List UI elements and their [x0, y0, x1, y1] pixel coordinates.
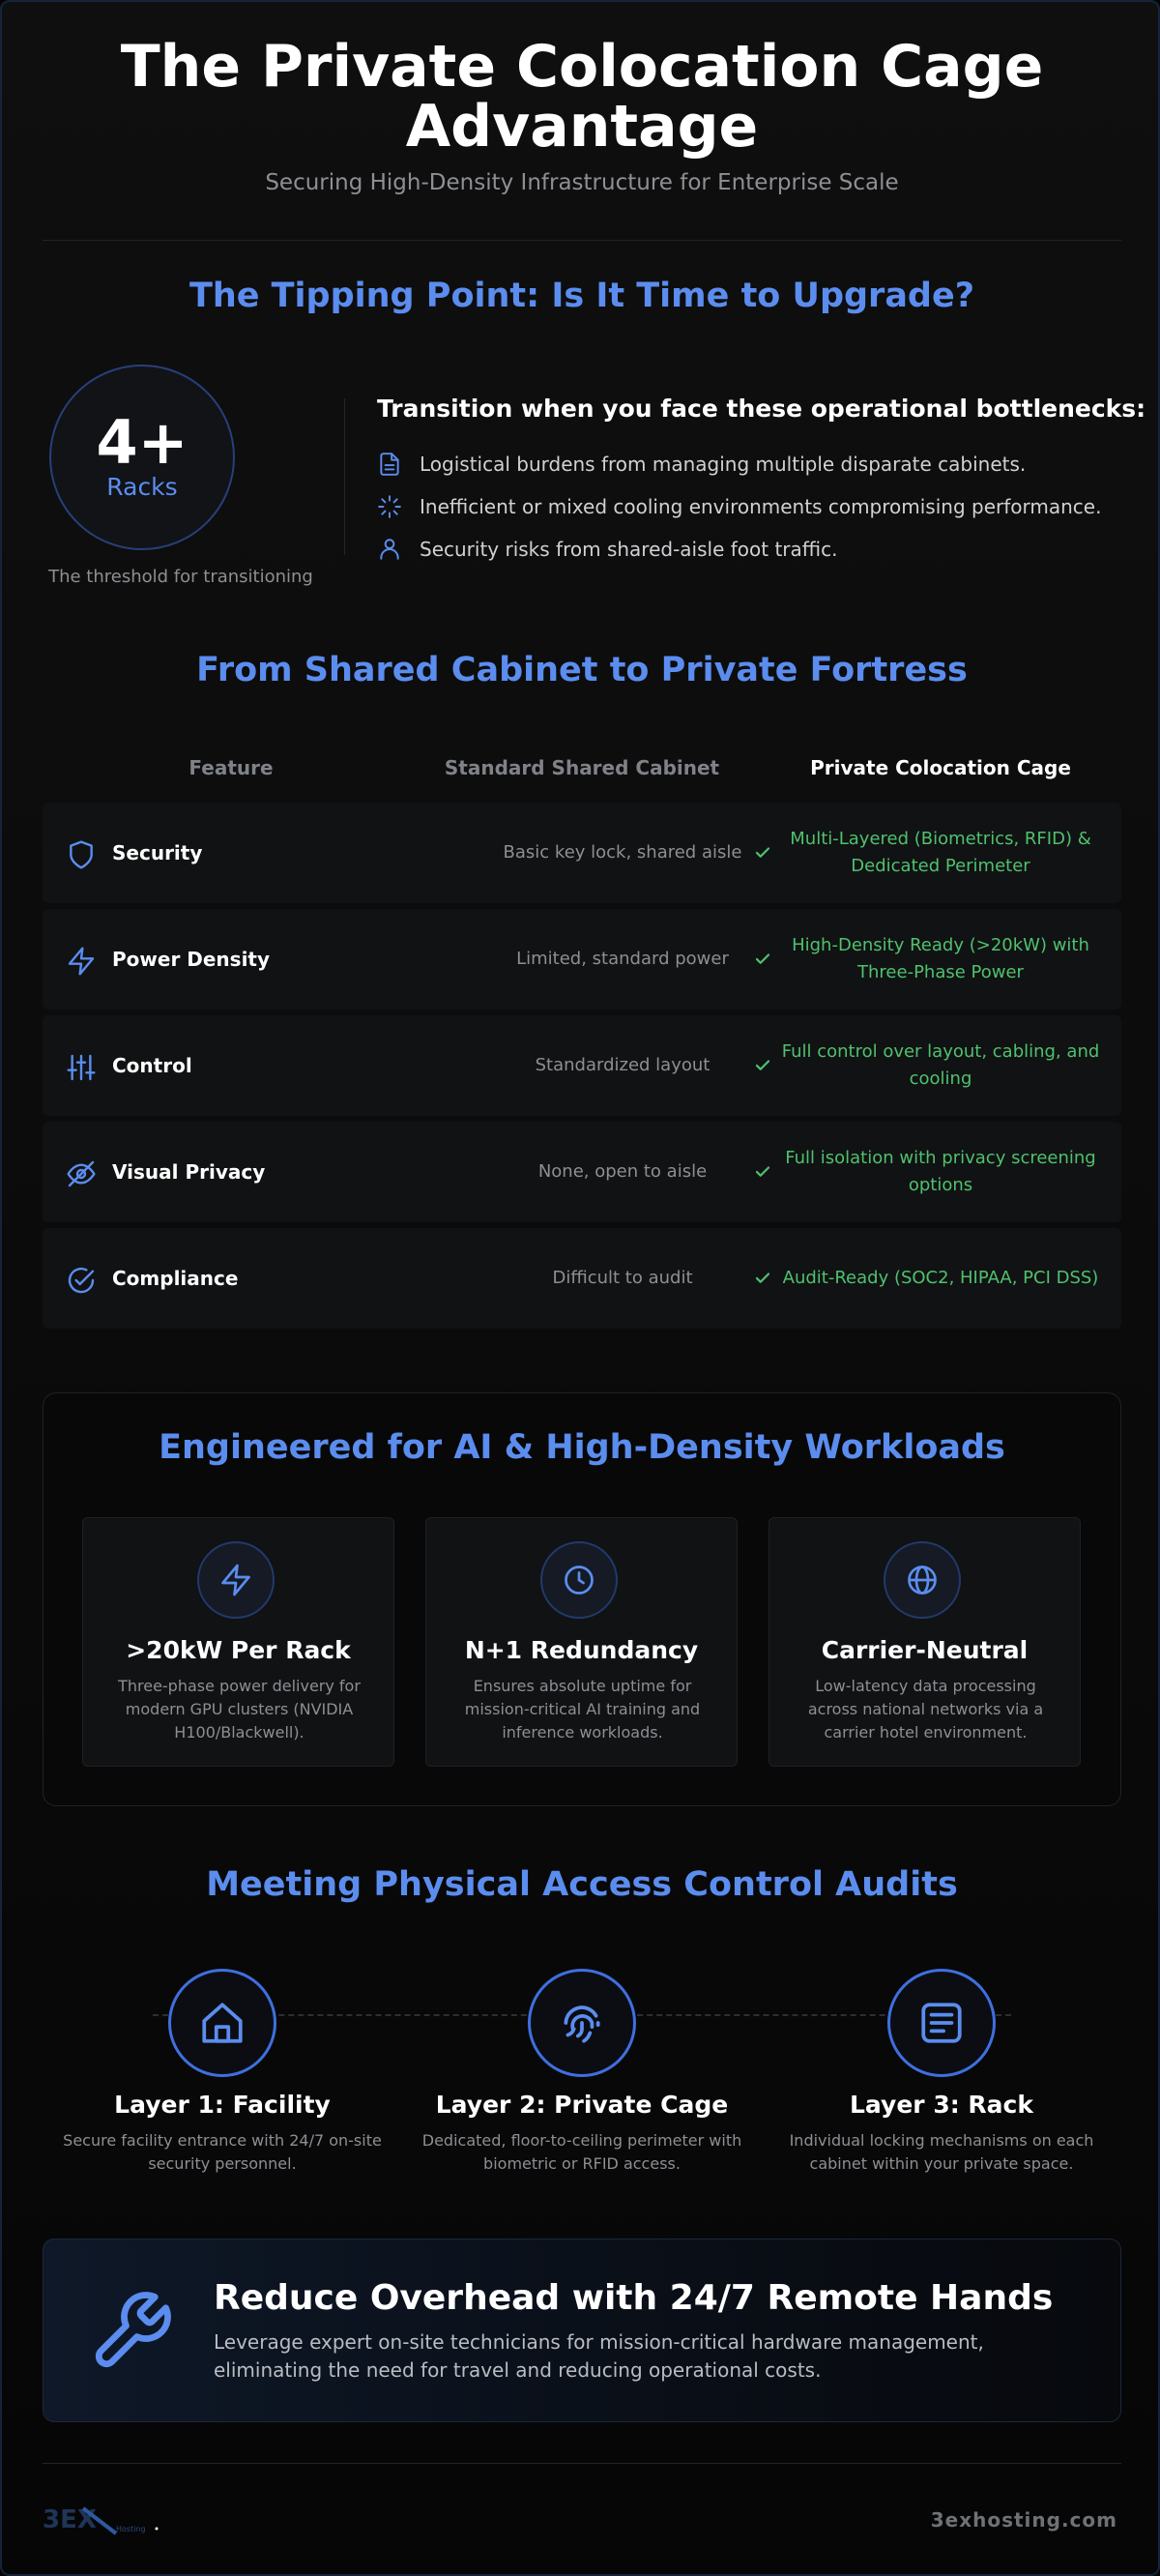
- column-header-feature: Feature: [188, 756, 274, 779]
- card-text: Three-phase power delivery for modern GPU clusters (NVIDIA H100/Blackwell).: [118, 1677, 361, 1742]
- card-title: >20kW Per Rack: [126, 1636, 351, 1664]
- feature-card: [425, 1517, 738, 1767]
- table-row: [43, 1015, 1121, 1116]
- layer-text: Individual locking mechanisms on each cabinet within your private space.: [789, 2131, 1094, 2173]
- feature-card: [82, 1517, 394, 1767]
- table-row: [43, 803, 1121, 903]
- lightning-icon: [66, 946, 97, 977]
- bottleneck-item: [377, 450, 1026, 479]
- check-icon: [754, 951, 771, 968]
- layer-text: Secure facility entrance with 24/7 on-site security personnel.: [63, 2131, 382, 2173]
- page-title: The Private Colocation Cage Advantage: [120, 33, 1044, 161]
- bottleneck-text: Logistical burdens from managing multiple disparate cabinets.: [420, 453, 1027, 476]
- ai-workloads-title: Engineered for AI & High-Density Workloads: [159, 1428, 1005, 1467]
- footer-divider: [43, 2463, 1121, 2464]
- check-icon: [754, 844, 771, 862]
- bottleneck-text: Inefficient or mixed cooling environments compromising performance.: [420, 495, 1102, 518]
- feature-name: Compliance: [112, 1267, 239, 1290]
- feature-name: Security: [112, 841, 203, 864]
- layer-title: Layer 1: Facility: [114, 2091, 331, 2119]
- table-row: [43, 1122, 1121, 1222]
- feature-name: Power Density: [112, 948, 271, 971]
- logo-text: 3EX: [43, 2505, 97, 2534]
- sliders-icon: [66, 1052, 97, 1083]
- remote-hands-text: Leverage expert on-site technicians for mission-critical hardware management, eliminating the need for travel and reducing operational costs.: [214, 2330, 984, 2382]
- fingerprint-icon: [558, 1999, 606, 2047]
- standard-value: Limited, standard power: [516, 949, 729, 969]
- audits-title: Meeting Physical Access Control Audits: [206, 1865, 958, 1904]
- shield-icon: [66, 839, 97, 870]
- layer-icon-circle: [168, 1969, 276, 2077]
- stat-unit: Racks: [106, 473, 178, 501]
- private-value: Full isolation with privacy screening options: [785, 1148, 1096, 1195]
- comparison-title: From Shared Cabinet to Private Fortress: [196, 651, 968, 689]
- building-icon: [198, 1999, 246, 2047]
- document-icon: [377, 452, 402, 477]
- stat-caption: The threshold for transitioning: [48, 567, 313, 587]
- server-icon: [917, 1999, 966, 2047]
- card-text: Ensures absolute uptime for mission-critical AI training and inference workloads.: [464, 1677, 701, 1742]
- user-icon: [377, 537, 402, 562]
- feature-card: [768, 1517, 1081, 1767]
- remote-hands-title: Reduce Overhead with 24/7 Remote Hands: [214, 2278, 1054, 2318]
- standard-value: Difficult to audit: [552, 1268, 693, 1288]
- logo-sub: Hosting: [116, 2525, 146, 2533]
- layer-icon-circle: [528, 1969, 636, 2077]
- website-domain[interactable]: 3exhosting.com: [930, 2508, 1117, 2532]
- divider: [43, 240, 1121, 241]
- card-title: N+1 Redundancy: [464, 1636, 699, 1664]
- bottleneck-text: Security risks from shared-aisle foot traffic.: [420, 538, 838, 561]
- check-circle-icon: [66, 1265, 97, 1296]
- feature-name: Control: [112, 1054, 192, 1077]
- card-icon-circle: [884, 1541, 961, 1619]
- bottleneck-item: [377, 535, 837, 564]
- card-title: Carrier-Neutral: [821, 1636, 1029, 1664]
- check-icon: [754, 1270, 771, 1287]
- company-logo: [43, 2503, 178, 2537]
- private-value: Multi-Layered (Biometrics, RFID) & Dedicated Perimeter: [790, 829, 1091, 876]
- page-subtitle: Securing High-Density Infrastructure for Enterprise Scale: [265, 170, 899, 195]
- wrench-icon: [88, 2288, 175, 2375]
- vertical-divider: [344, 398, 345, 555]
- check-icon: [754, 1057, 771, 1074]
- loader-icon: [377, 494, 402, 519]
- card-icon-circle: [197, 1541, 275, 1619]
- bottlenecks-heading: Transition when you face these operational bottlenecks:: [377, 395, 1146, 423]
- table-row: [43, 909, 1121, 1010]
- clock-icon: [562, 1563, 596, 1597]
- check-icon: [754, 1163, 771, 1181]
- tipping-point-title: The Tipping Point: Is It Time to Upgrade?: [188, 277, 975, 315]
- private-value: Full control over layout, cabling, and cooling: [781, 1041, 1100, 1089]
- rack-threshold-circle: [49, 365, 235, 550]
- layer-title: Layer 3: Rack: [850, 2091, 1033, 2119]
- remote-hands-banner: [43, 2239, 1121, 2422]
- standard-value: Basic key lock, shared aisle: [503, 842, 742, 863]
- eye-off-icon: [66, 1158, 97, 1189]
- globe-icon: [905, 1563, 940, 1597]
- standard-value: Standardized layout: [535, 1055, 710, 1075]
- card-icon-circle: [540, 1541, 618, 1619]
- card-text: Low-latency data processing across national networks via a carrier hotel environment.: [807, 1677, 1044, 1742]
- bottleneck-item: [377, 492, 1101, 521]
- layer-title: Layer 2: Private Cage: [435, 2091, 729, 2119]
- private-value: Audit-Ready (SOC2, HIPAA, PCI DSS): [782, 1268, 1099, 1288]
- feature-name: Visual Privacy: [112, 1160, 266, 1184]
- standard-value: None, open to aisle: [537, 1161, 708, 1182]
- column-header-standard: Standard Shared Cabinet: [444, 756, 720, 779]
- private-value: High-Density Ready (>20kW) with Three-Phase Power: [792, 935, 1089, 982]
- lightning-icon: [218, 1563, 253, 1597]
- column-header-private: Private Colocation Cage: [810, 756, 1071, 779]
- table-row: [43, 1228, 1121, 1329]
- layer-icon-circle: [887, 1969, 996, 2077]
- stat-value: 4+: [96, 407, 188, 478]
- layer-text: Dedicated, floor-to-ceiling perimeter with biometric or RFID access.: [421, 2131, 742, 2173]
